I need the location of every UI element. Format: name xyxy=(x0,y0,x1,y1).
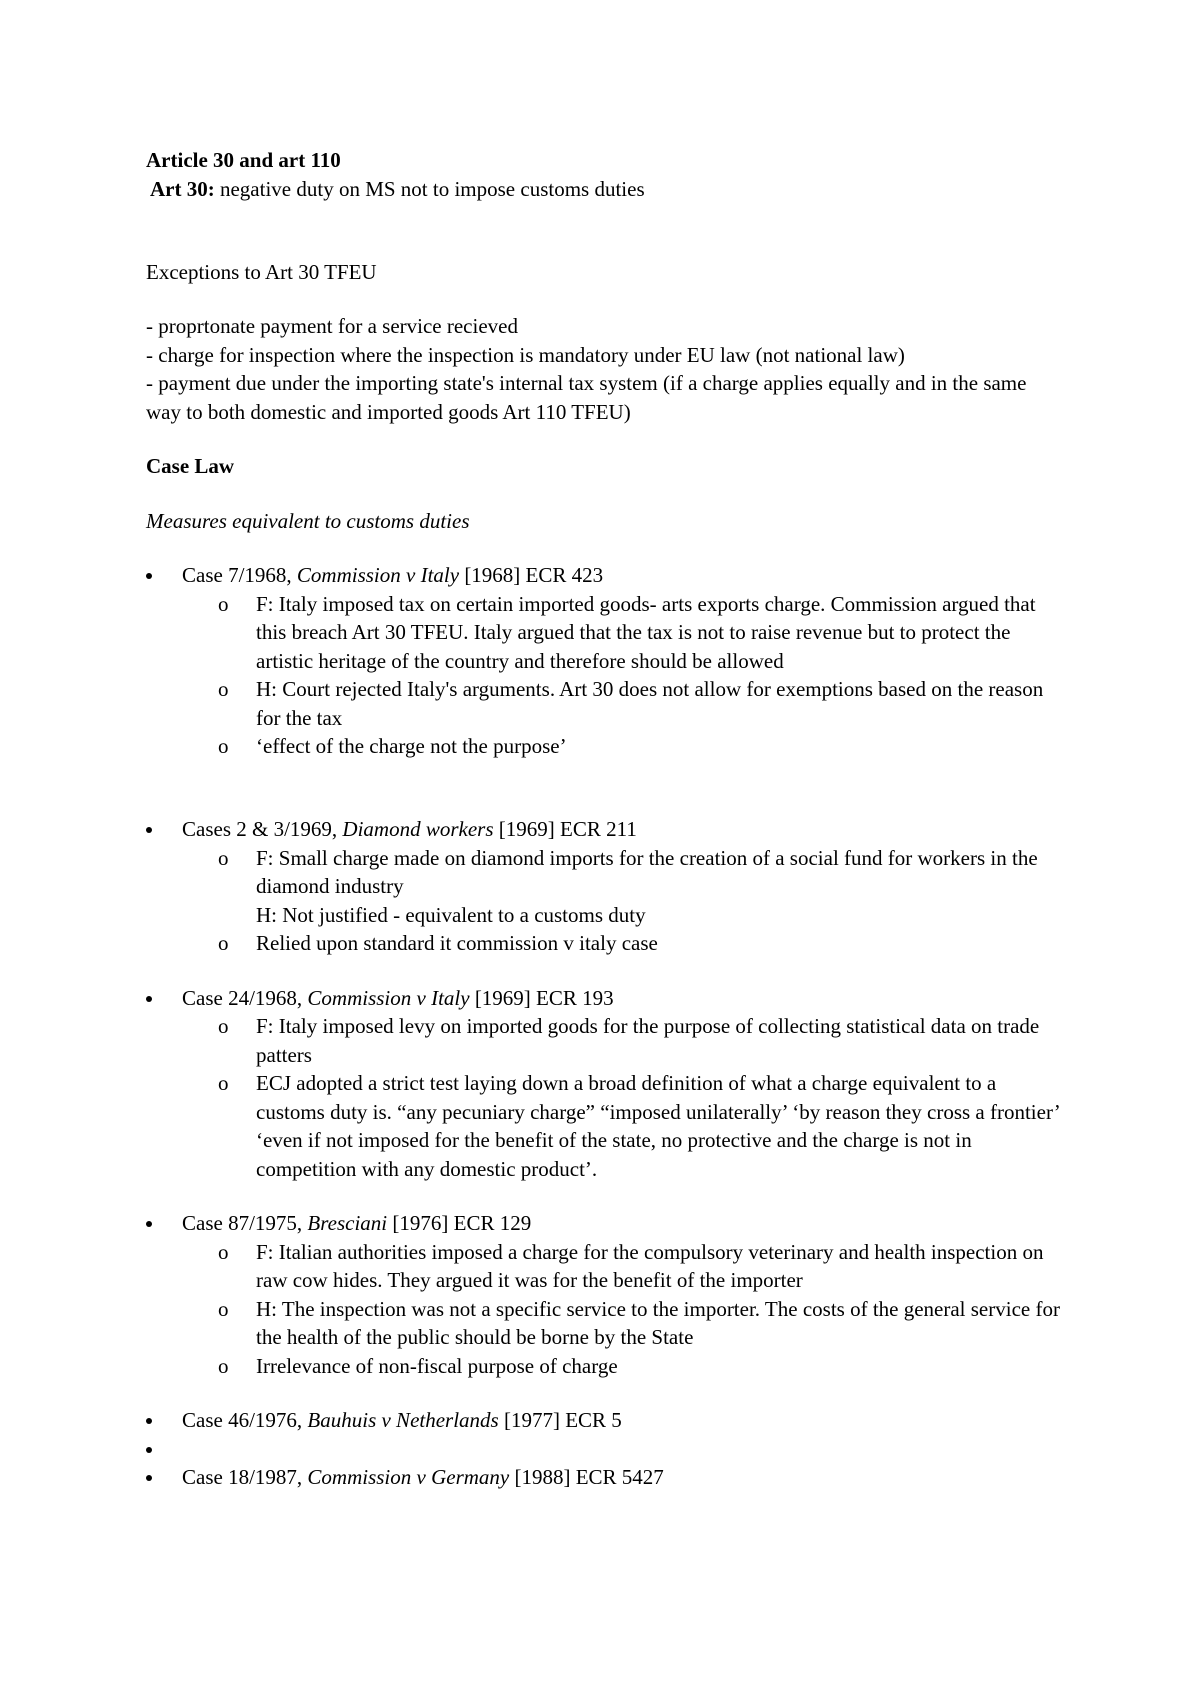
case-detail: o H: The inspection was not a specific service to the importer. The costs of the general service for the health of the public should be borne by the State xyxy=(218,1296,1060,1349)
document-content xyxy=(146,146,1066,1492)
bullet-icon xyxy=(146,827,152,833)
circle-bullet-icon: o xyxy=(218,591,229,616)
case-name: Bauhuis v Netherlands xyxy=(307,1408,499,1432)
circle-bullet-icon: o xyxy=(218,734,229,758)
case-detail: o F: Italy imposed levy on imported goods for the purpose of collecting statistical data on trade patters xyxy=(218,1014,1040,1067)
circle-bullet-icon: o xyxy=(218,1353,229,1378)
case-detail: o ‘effect of the charge not the purpose’ xyxy=(146,732,1066,761)
circle-bullet-icon: o xyxy=(218,1071,229,1095)
empty-list-item xyxy=(146,1435,1066,1464)
circle-bullet-icon: o xyxy=(218,677,229,701)
circle-bullet-icon: o xyxy=(218,1014,229,1038)
art30-line xyxy=(146,175,1066,204)
case-name: Diamond workers xyxy=(342,817,494,841)
exception-item: - payment due under the importing state's internal tax system (if a charge applies equally and in the same way to both domestic and imported goods Art 110 TFEU) xyxy=(146,371,1027,424)
case-detail: o Relied upon standard it commission v italy case xyxy=(146,929,1066,958)
case-law-heading: Case Law xyxy=(146,454,235,478)
case-detail: o F: Italy imposed tax on certain imported goods- arts exports charge. Commission argued that this breach Art 30 TFEU. Italy argued that the tax is not to raise revenue but to protect the artistic heritage of the country and therefore should be allowed xyxy=(218,591,1036,673)
case-item: Cases 2 & 3/1969, Diamond workers [1969] ECR 211 xyxy=(146,815,1066,844)
exception-item: - proprtonate payment for a service recieved xyxy=(146,314,518,338)
art30-label: Art 30: xyxy=(150,176,215,201)
bullet-icon xyxy=(146,1221,152,1227)
art30-text: negative duty on MS not to impose customs duties xyxy=(214,176,645,201)
measures-heading: Measures equivalent to customs duties xyxy=(146,508,470,533)
case-name: Commission v Italy xyxy=(296,563,460,587)
case-name: Commission v Italy xyxy=(307,985,470,1010)
case-detail: o ECJ adopted a strict test laying down a broad definition of what a charge equivalent to a customs duty is. “any pecuniary charge” “imposed unilaterally’ ‘by reason they cross a frontier’ ‘even if not imposed for the benefit of the state, no protective and the charge is not in competition with any domestic product’. xyxy=(218,1071,1060,1181)
bullet-icon xyxy=(146,1418,152,1424)
case-detail: o F: Italian authorities imposed a charge for the compulsory veterinary and health inspection on raw cow hides. They argued it was for the benefit of the importer xyxy=(218,1239,1044,1292)
circle-bullet-icon: o xyxy=(218,1239,229,1264)
case-detail: o Irrelevance of non-fiscal purpose of charge xyxy=(146,1352,1066,1381)
circle-bullet-icon: o xyxy=(218,931,229,955)
case-item: Case 18/1987, Commission v Germany [1988] ECR 5427 xyxy=(146,1463,1066,1492)
bullet-icon xyxy=(146,1475,152,1481)
case-detail-continuation: H: Not justified - equivalent to a customs duty xyxy=(256,902,646,927)
case-name: Bresciani xyxy=(307,1211,388,1235)
case-item: Case 24/1968, Commission v Italy [1969] ECR 193 xyxy=(146,984,1066,1013)
bullet-icon xyxy=(146,573,152,579)
case-item: Case 46/1976, Bauhuis v Netherlands [1977] ECR 5 xyxy=(146,1406,1066,1435)
case-item: Case 87/1975, Bresciani [1976] ECR 129 xyxy=(146,1209,1066,1238)
document-title: Article 30 and art 110 xyxy=(146,148,341,172)
case-detail: o F: Small charge made on diamond imports for the creation of a social fund for workers in the diamond industry xyxy=(218,845,1038,898)
case-item: Case 7/1968, Commission v Italy [1968] ECR 423 xyxy=(146,561,1066,590)
exception-item: - charge for inspection where the inspection is mandatory under EU law (not national law) xyxy=(146,342,905,367)
case-name: Commission v Germany xyxy=(307,1465,510,1489)
bullet-icon xyxy=(146,1447,152,1453)
circle-bullet-icon: o xyxy=(218,845,229,870)
exceptions-heading: Exceptions to Art 30 TFEU xyxy=(146,259,377,284)
case-detail: o H: Court rejected Italy's arguments. Art 30 does not allow for exemptions based on the reason for the tax xyxy=(218,677,1044,730)
bullet-icon xyxy=(146,996,152,1002)
circle-bullet-icon: o xyxy=(218,1296,229,1321)
